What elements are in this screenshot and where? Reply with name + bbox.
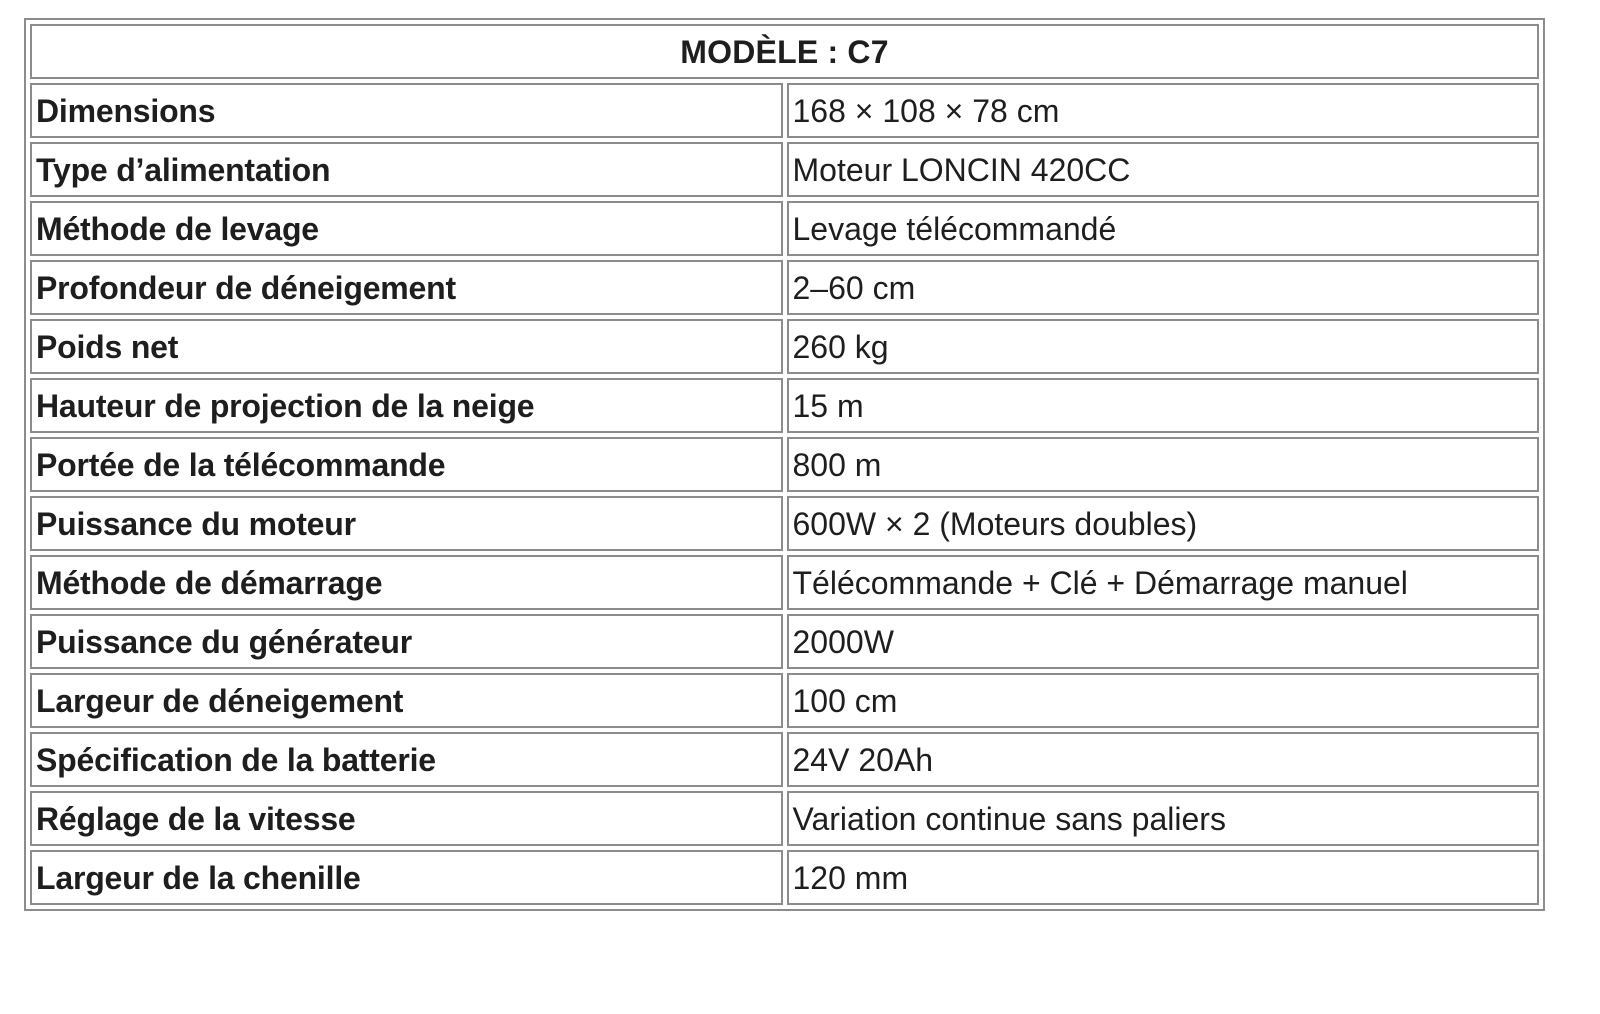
model-title: MODÈLE : C7 (30, 24, 1539, 79)
row-value: Variation continue sans paliers (787, 791, 1540, 846)
row-label: Méthode de démarrage (30, 555, 783, 610)
table-row (30, 673, 1539, 728)
row-value: 2000W (787, 614, 1540, 669)
row-value: 2–60 cm (787, 260, 1540, 315)
table-row (30, 260, 1539, 315)
row-value: 100 cm (787, 673, 1540, 728)
table-row (30, 142, 1539, 197)
row-label: Puissance du moteur (30, 496, 783, 551)
row-value: Moteur LONCIN 420CC (787, 142, 1540, 197)
row-value: 15 m (787, 378, 1540, 433)
table-row (30, 83, 1539, 138)
row-value: 800 m (787, 437, 1540, 492)
row-label: Profondeur de déneigement (30, 260, 783, 315)
row-label: Largeur de déneigement (30, 673, 783, 728)
row-value: 120 mm (787, 850, 1540, 905)
table-row (30, 496, 1539, 551)
row-label: Hauteur de projection de la neige (30, 378, 783, 433)
row-value: 260 kg (787, 319, 1540, 374)
table-row (30, 555, 1539, 610)
table-header-row (30, 24, 1539, 79)
row-label: Réglage de la vitesse (30, 791, 783, 846)
table-row (30, 614, 1539, 669)
row-label: Puissance du générateur (30, 614, 783, 669)
table-row (30, 791, 1539, 846)
table-row (30, 201, 1539, 256)
table-row (30, 437, 1539, 492)
row-value: Télécommande + Clé + Démarrage manuel (787, 555, 1540, 610)
table-row (30, 319, 1539, 374)
spec-table (24, 18, 1545, 911)
row-label: Dimensions (30, 83, 783, 138)
row-label: Type d’alimentation (30, 142, 783, 197)
table-row (30, 732, 1539, 787)
row-label: Largeur de la chenille (30, 850, 783, 905)
row-value: Levage télécommandé (787, 201, 1540, 256)
row-value: 600W × 2 (Moteurs doubles) (787, 496, 1540, 551)
row-label: Méthode de levage (30, 201, 783, 256)
row-label: Spécification de la batterie (30, 732, 783, 787)
row-label: Poids net (30, 319, 783, 374)
row-value: 24V 20Ah (787, 732, 1540, 787)
row-label: Portée de la télécommande (30, 437, 783, 492)
table-row (30, 850, 1539, 905)
row-value: 168 × 108 × 78 cm (787, 83, 1540, 138)
table-row (30, 378, 1539, 433)
